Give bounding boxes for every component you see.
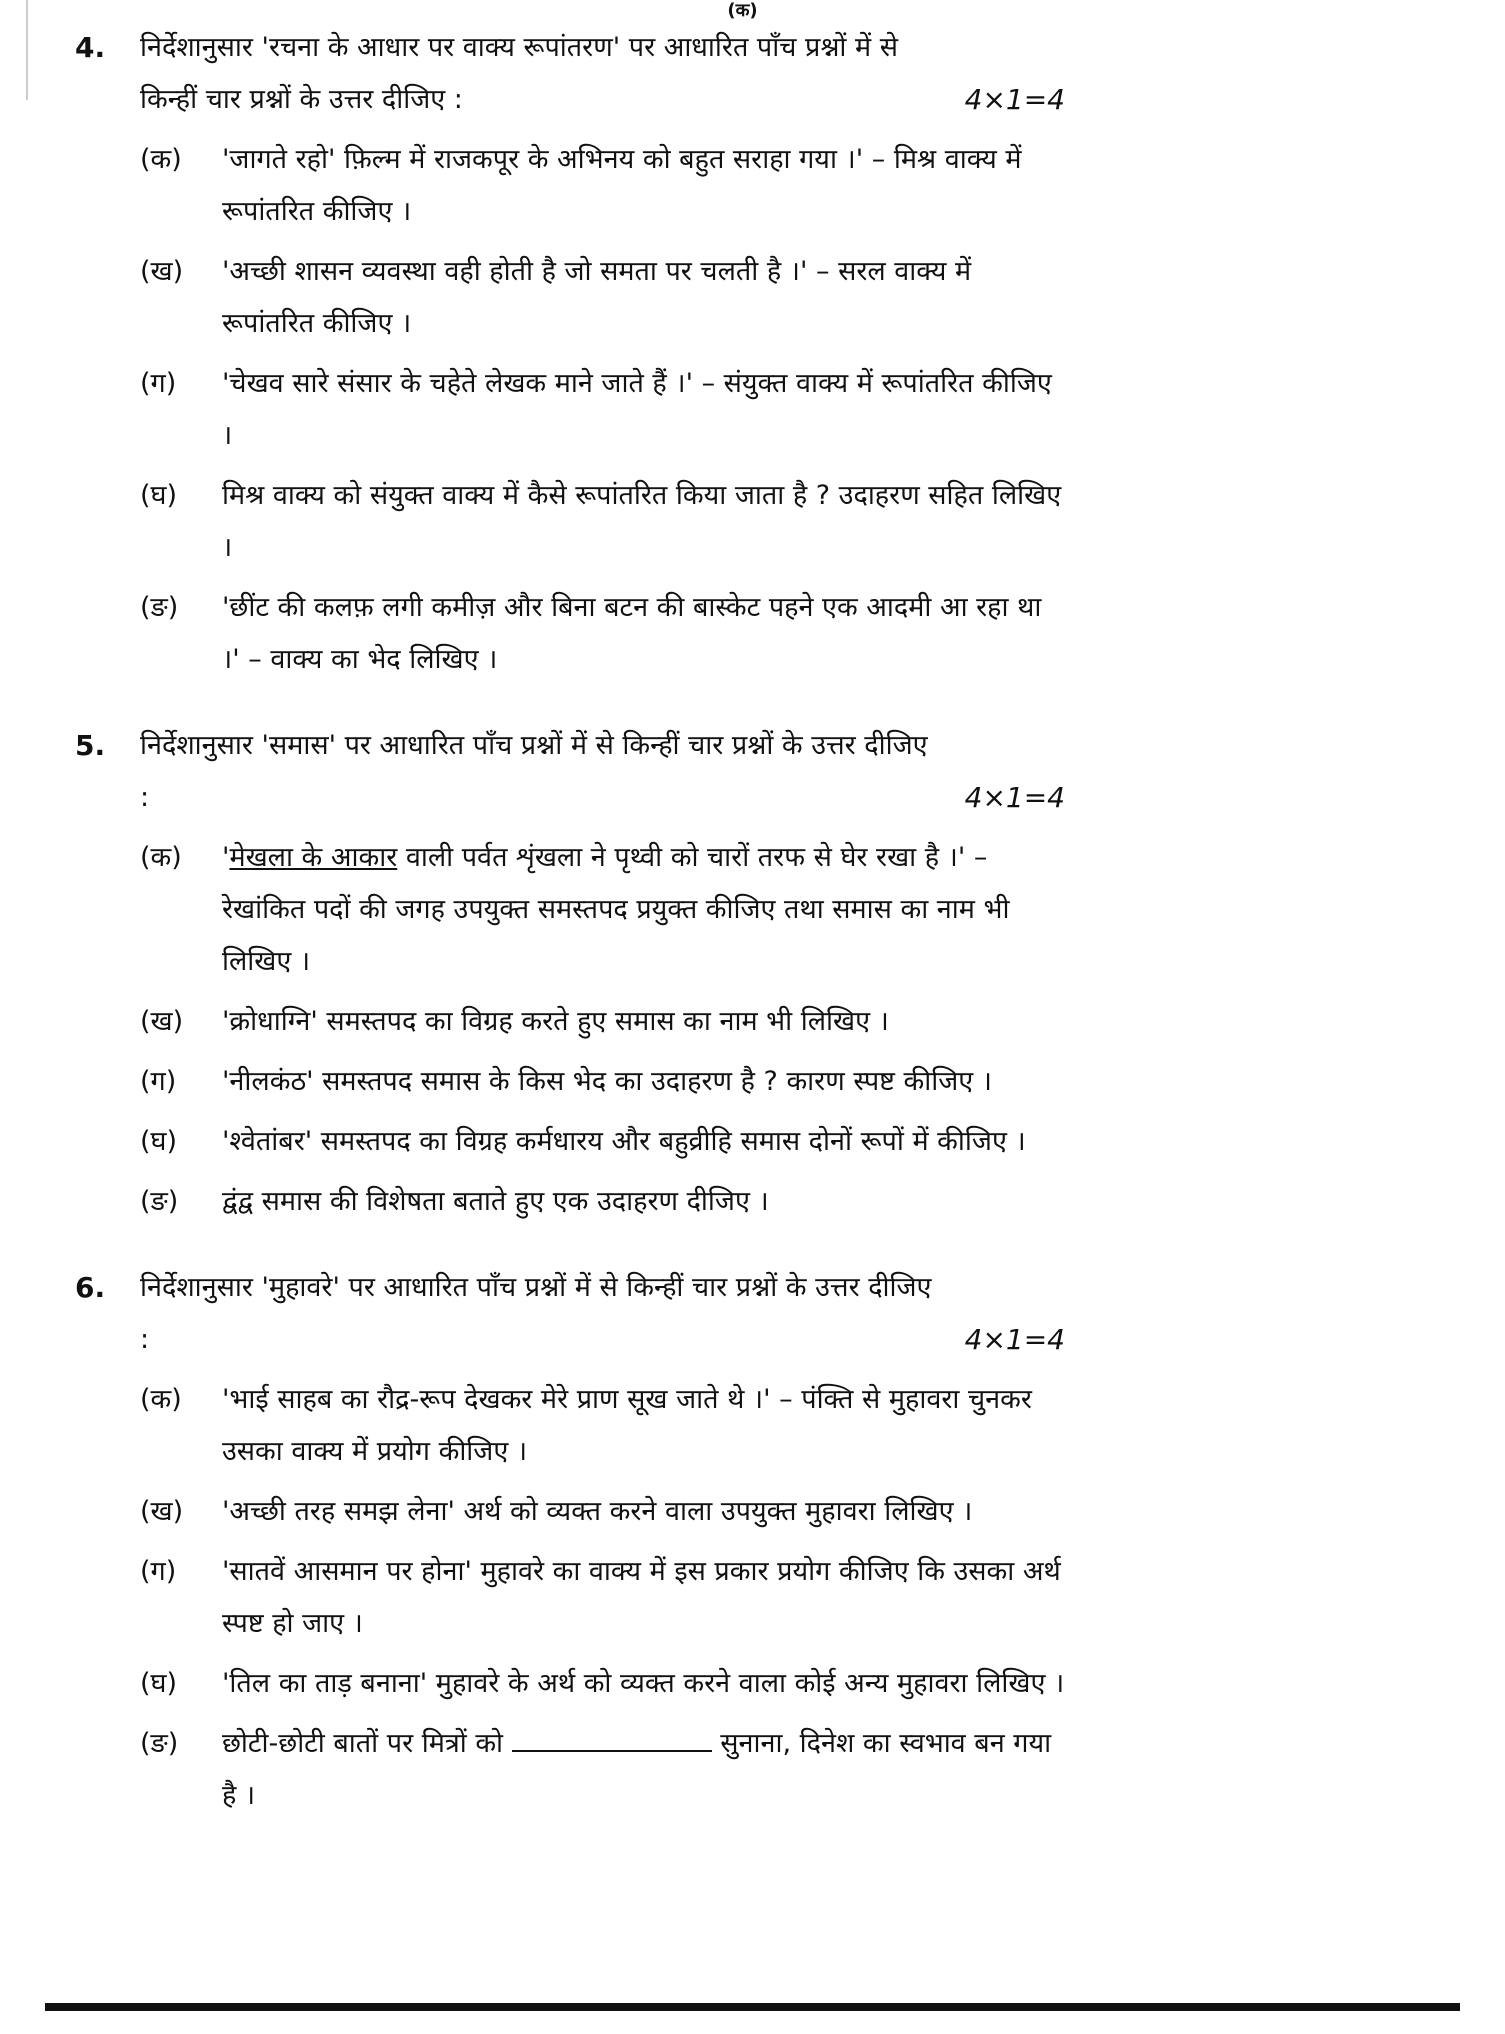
question-instruction: निर्देशानुसार 'मुहावरे' पर आधारित पाँच प्रश्नों में से किन्हीं चार प्रश्नों के उत्तर दीजिए : [140, 1272, 932, 1355]
item-text: द्वंद्व समास की विशेषता बताते हुए एक उदाहरण दीजिए । [222, 1186, 769, 1217]
item-label: (ख) [140, 1006, 184, 1037]
item-label: (ख) [140, 1496, 184, 1527]
item-label: (ग) [140, 1066, 177, 1097]
item-text [222, 1718, 1065, 1822]
list-item [140, 582, 1065, 686]
item-text [222, 832, 1065, 988]
item-label: (घ) [140, 1668, 178, 1699]
sentence-start: छोटी-छोटी बातों पर मित्रों को [222, 1728, 504, 1759]
item-label: (घ) [140, 480, 178, 511]
list-item [140, 1486, 1065, 1538]
question-number: 5. [75, 729, 106, 762]
list-item [140, 1176, 1065, 1228]
item-label: (ङ) [140, 1186, 179, 1217]
question-4 [60, 22, 1065, 686]
item-label: (क) [140, 842, 182, 873]
list-item [140, 246, 1065, 350]
list-item [140, 1056, 1065, 1108]
sentence-end: सुनाना, दिनेश का स्वभाव बन गया है । [222, 1728, 1052, 1811]
list-item [140, 1116, 1065, 1168]
question-instruction: निर्देशानुसार 'समास' पर आधारित पाँच प्रश्नों में से किन्हीं चार प्रश्नों के उत्तर दीजिए : [140, 730, 928, 813]
item-text: 'छींट की कलफ़ लगी कमीज़ और बिना बटन की बास्केट पहने एक आदमी आ रहा था ।' – वाक्य का भेद लिखिए । [222, 592, 1042, 675]
list-item [140, 832, 1065, 988]
list-item [140, 996, 1065, 1048]
question-page [0, 22, 1505, 1822]
item-label: (ग) [140, 1556, 177, 1587]
question-marks: 4×1=4 [964, 83, 1065, 116]
header-mark: (क) [727, 0, 758, 21]
question-body [140, 720, 1065, 1228]
item-label: (क) [140, 1384, 182, 1415]
item-label: (ङ) [140, 1728, 179, 1759]
question-body [140, 22, 1065, 686]
list-item [140, 1546, 1065, 1650]
list-item [140, 470, 1065, 574]
question-instruction: निर्देशानुसार 'रचना के आधार पर वाक्य रूपांतरण' पर आधारित पाँच प्रश्नों में से किन्हीं चार प्रश्नों के उत्तर दीजिए : [140, 32, 898, 115]
item-text: 'श्वेतांबर' समस्तपद का विग्रह कर्मधारय और बहुव्रीहि समास दोनों रूपों में कीजिए । [222, 1126, 1026, 1157]
underlined-phrase: मेखला के आकार [229, 842, 398, 873]
page-divider [45, 2003, 1460, 2011]
question-number: 6. [75, 1271, 106, 1304]
item-text: 'जागते रहो' फ़िल्म में राजकपूर के अभिनय को बहुत सराहा गया ।' – मिश्र वाक्य में रूपांतरित कीजिए । [222, 144, 1022, 227]
item-text: 'नीलकंठ' समस्तपद समास के किस भेद का उदाहरण है ? कारण स्पष्ट कीजिए । [222, 1066, 993, 1097]
list-item [140, 1374, 1065, 1478]
question-body [140, 1262, 1065, 1822]
item-text: 'अच्छी तरह समझ लेना' अर्थ को व्यक्त करने वाला उपयुक्त मुहावरा लिखिए । [222, 1496, 973, 1527]
item-text: 'चेखव सारे संसार के चहेते लेखक माने जाते हैं ।' – संयुक्त वाक्य में रूपांतरित कीजिए । [222, 368, 1052, 451]
item-text: 'क्रोधाग्नि' समस्तपद का विग्रह करते हुए समास का नाम भी लिखिए । [222, 1006, 889, 1037]
item-text: 'सातवें आसमान पर होना' मुहावरे का वाक्य में इस प्रकार प्रयोग कीजिए कि उसका अर्थ स्पष्ट हो जाए । [222, 1556, 1061, 1639]
item-text: मिश्र वाक्य को संयुक्त वाक्य में कैसे रूपांतरित किया जाता है ? उदाहरण सहित लिखिए । [222, 480, 1062, 563]
question-head [140, 22, 1065, 126]
item-label: (ख) [140, 256, 184, 287]
list-item [140, 1718, 1065, 1822]
item-label: (क) [140, 144, 182, 175]
item-text: 'अच्छी शासन व्यवस्था वही होती है जो समता पर चलती है ।' – सरल वाक्य में रूपांतरित कीजिए । [222, 256, 972, 339]
item-label: (ङ) [140, 592, 179, 623]
item-label: (घ) [140, 1126, 178, 1157]
fill-in-blank [512, 1726, 712, 1752]
list-item [140, 1658, 1065, 1710]
question-6 [60, 1262, 1065, 1822]
question-5 [60, 720, 1065, 1228]
item-label: (ग) [140, 368, 177, 399]
quote-mark: ' [222, 842, 230, 873]
item-text-rest: वाली पर्वत शृंखला ने पृथ्वी को चारों तरफ से घेर रखा है ।' – रेखांकित पदों की जगह उपयुक्त समस्तपद प्रयुक्त कीजिए तथा समास का नाम भी लिखिए । [222, 842, 1010, 977]
question-marks: 4×1=4 [964, 1323, 1065, 1356]
question-number: 4. [75, 31, 106, 64]
list-item [140, 358, 1065, 462]
item-text: 'भाई साहब का रौद्र-रूप देखकर मेरे प्राण सूख जाते थे ।' – पंक्ति से मुहावरा चुनकर उसका वाक्य में प्रयोग कीजिए । [222, 1384, 1032, 1467]
question-head [140, 720, 1065, 824]
item-text: 'तिल का ताड़ बनाना' मुहावरे के अर्थ को व्यक्त करने वाला कोई अन्य मुहावरा लिखिए । [222, 1668, 1065, 1699]
list-item [140, 134, 1065, 238]
question-marks: 4×1=4 [964, 781, 1065, 814]
scan-edge [26, 0, 28, 100]
question-head [140, 1262, 1065, 1366]
